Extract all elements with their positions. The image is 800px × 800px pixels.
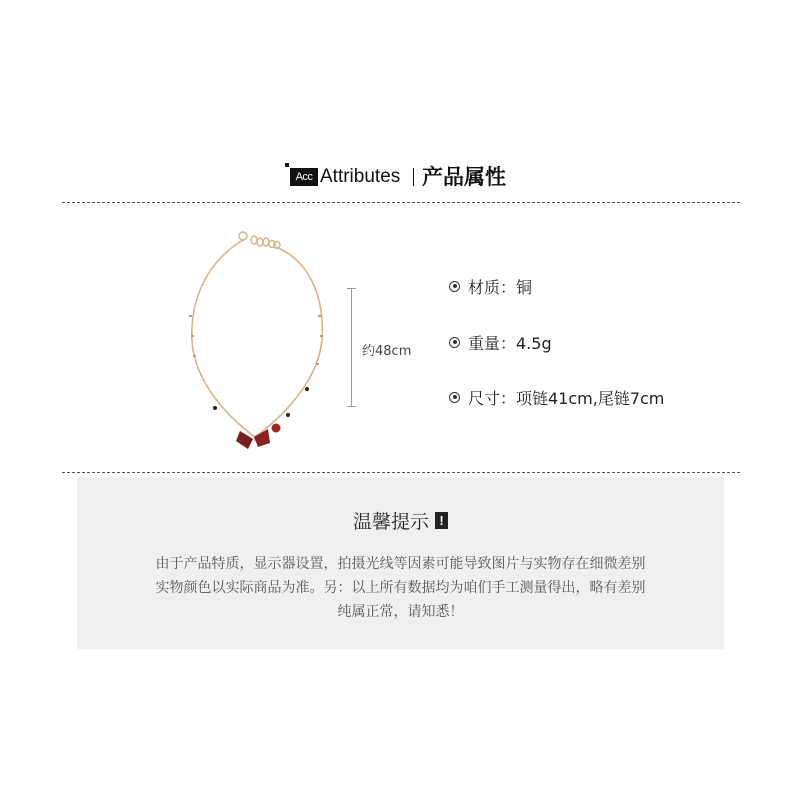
notice-line: 由于产品特质，显示器设置，拍摄光线等因素可能导致图片与实物存在细微差别 (155, 556, 646, 572)
clasp-icon (239, 232, 280, 249)
notice-line: 纯属正常，请知悉！ (337, 604, 464, 620)
section-header (0, 158, 800, 198)
notice-title (77, 507, 724, 534)
header-title-en: Attributes (320, 166, 401, 187)
notice-panel (77, 477, 724, 649)
bullet-circle-icon (449, 392, 460, 403)
necklace-image (170, 215, 340, 455)
length-measure-cap-bottom (347, 406, 356, 407)
warning-icon: ! (435, 512, 448, 529)
length-label: 约48cm (362, 344, 412, 359)
length-measure-line (351, 288, 352, 406)
dashed-divider-middle (62, 472, 740, 473)
bullet-circle-icon (449, 281, 460, 292)
header-title-cn: 产品属性 (422, 165, 506, 189)
chain-beads (189, 315, 323, 365)
chain-line (192, 240, 322, 437)
attribute-text: 重量：4.5g (468, 333, 552, 353)
bullet-circle-icon (449, 337, 460, 348)
attribute-weight (449, 331, 552, 353)
attribute-size (449, 386, 664, 408)
length-measure-cap-top (347, 288, 356, 289)
header-divider (413, 168, 414, 186)
attribute-material (449, 275, 532, 297)
notice-line: 实物颜色以实际商品为准。另：以上所有数据均为咱们手工测量得出，略有差别 (155, 580, 646, 596)
header-dot (285, 163, 289, 167)
dashed-divider-top (62, 202, 740, 203)
attribute-text: 尺寸：项链41cm,尾链7cm (468, 388, 665, 408)
attribute-text: 材质：铜 (468, 277, 533, 297)
header-tag: Acc (290, 168, 318, 186)
notice-title-text: 温馨提示 (352, 511, 429, 533)
